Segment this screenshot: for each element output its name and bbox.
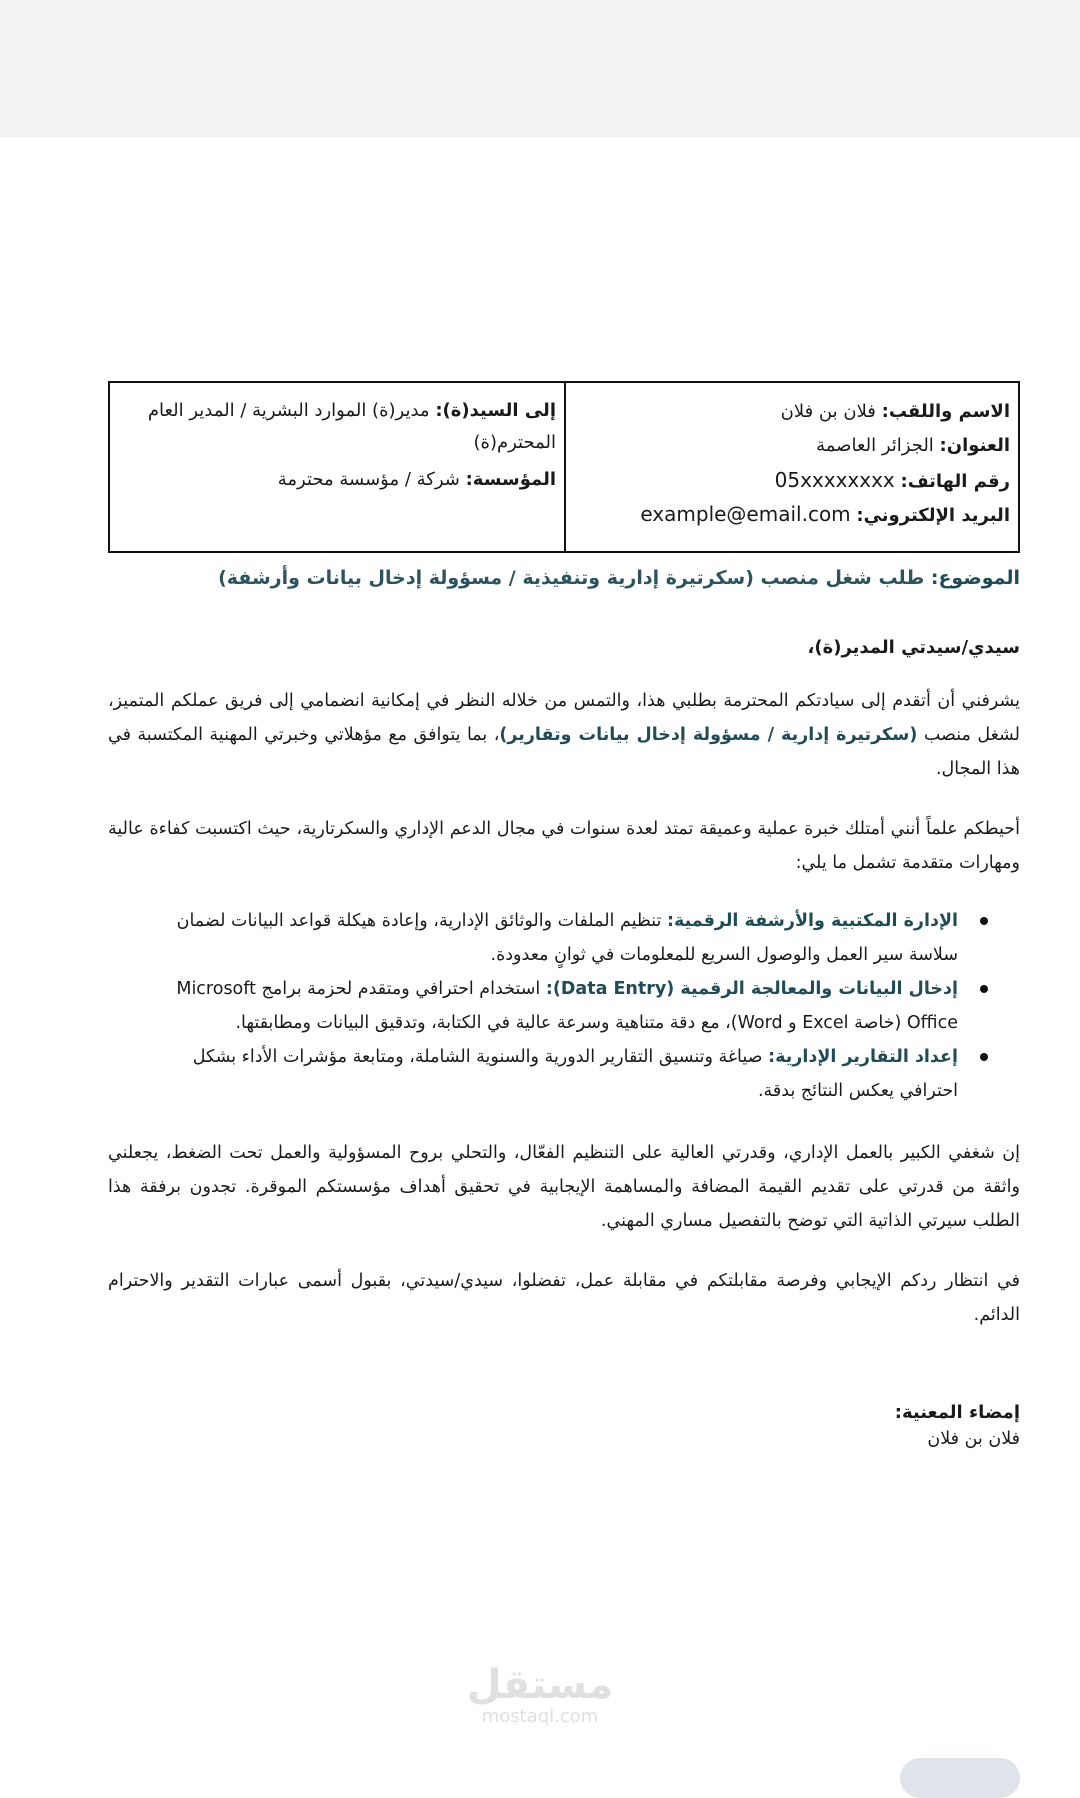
sender-info bbox=[564, 383, 1018, 551]
signature-label: إمضاء المعنية: bbox=[894, 1402, 1020, 1423]
sender-name-line bbox=[574, 395, 1010, 429]
list-item bbox=[168, 972, 958, 1040]
subject-label: الموضوع: bbox=[930, 567, 1020, 589]
recipient-org-line bbox=[118, 463, 556, 497]
motivation-paragraph: إن شغفي الكبير بالعمل الإداري، وقدرتي العالية على التنظيم الفعّال، والتحلي بروح المسؤولية والعمل تحت الضغط، يجعلني واثقة من قدرتي على تقديم القيمة المضافة والمساهمة الإيجابية في تحقيق أهداف مؤسستكم الموقرة. تجدون برفقة هذا الطلب سيرتي الذاتية التي توضح بالتفصيل مساري المهني. bbox=[108, 1143, 1020, 1231]
sender-phone: 05xxxxxxxx bbox=[774, 468, 895, 492]
sender-email: example@email.com bbox=[640, 502, 851, 526]
recipient-to-label: إلى السيد(ة): bbox=[435, 400, 556, 421]
sender-email-label: البريد الإلكتروني: bbox=[856, 505, 1010, 526]
sender-name-label: الاسم واللقب: bbox=[881, 401, 1010, 422]
header-info-table bbox=[108, 381, 1020, 553]
skill-text: صياغة وتنسيق التقارير الدورية والسنوية الشاملة، ومتابعة مؤشرات الأداء بشكل احترافي يعكس النتائج بدقة. bbox=[192, 1047, 958, 1101]
sender-email-line bbox=[574, 497, 1010, 531]
bullet-icon bbox=[980, 917, 988, 925]
bullet-icon bbox=[980, 1053, 988, 1061]
logo-arabic: مستقل bbox=[466, 1662, 614, 1708]
skill-title: الإدارة المكتبية والأرشفة الرقمية: bbox=[666, 911, 958, 931]
sender-phone-line bbox=[574, 463, 1010, 497]
intro-paragraph bbox=[108, 684, 1020, 786]
sender-phone-label: رقم الهاتف: bbox=[900, 471, 1010, 492]
recipient-to: مدير(ة) الموارد البشرية / المدير العام المحترم(ة) bbox=[147, 400, 556, 453]
top-status-bar bbox=[0, 0, 1080, 137]
sender-address-label: العنوان: bbox=[939, 435, 1010, 456]
closing-paragraph: في انتظار ردكم الإيجابي وفرصة مقابلتكم في مقابلة عمل، تفضلوا، سيدي/سيدتي، بقبول أسمى عبارات التقدير والاحترام الدائم. bbox=[108, 1271, 1020, 1325]
skill-text: استخدام احترافي ومتقدم لحزمة برامج Microsoft Office (خاصة Excel و Word)، مع دقة متناهية وسرعة عالية في الكتابة، وتدقيق البيانات ومطابقتها. bbox=[176, 979, 958, 1033]
experience-paragraph: أحيطكم علماً أنني أمتلك خبرة عملية وعميقة تمتد لعدة سنوات في مجال الدعم الإداري والسكرتارية، حيث اكتسبت كفاءة عالية ومهارات متقدمة تشمل ما يلي: bbox=[108, 819, 1020, 873]
bullet-icon bbox=[980, 985, 988, 993]
logo-domain: mostaql.com bbox=[481, 1706, 599, 1727]
skills-list bbox=[108, 904, 1020, 1108]
skill-title: إدخال البيانات والمعالجة الرقمية (Data Entry): bbox=[545, 979, 958, 999]
subject-text: طلب شغل منصب (سكرتيرة إدارية وتنفيذية / مسؤولة إدخال بيانات وأرشفة) bbox=[218, 567, 925, 589]
intro-text-end: ، بما يتوافق مع مؤهلاتي وخبرتي المهنية المكتسبة في هذا المجال. bbox=[108, 725, 1020, 779]
list-item bbox=[168, 904, 958, 972]
subject-line bbox=[108, 563, 1020, 593]
sender-name: فلان بن فلان bbox=[780, 401, 876, 422]
intro-position-highlight: (سكرتيرة إدارية / مسؤولة إدخال بيانات وتقارير) bbox=[499, 725, 918, 745]
sender-address-line bbox=[574, 429, 1010, 463]
recipient-to-line bbox=[118, 395, 556, 459]
mostaql-watermark-logo bbox=[460, 1663, 620, 1727]
recipient-org: شركة / مؤسسة محترمة bbox=[277, 469, 460, 490]
skill-text: تنظيم الملفات والوثائق الإدارية، وإعادة هيكلة قواعد البيانات لضمان سلاسة سير العمل والوصول السريع للمعلومات في ثوانٍ معدودة. bbox=[176, 911, 958, 965]
sender-address: الجزائر العاصمة bbox=[816, 435, 934, 456]
greeting: سيدي/سيدتي المدير(ة)، bbox=[807, 637, 1020, 658]
cover-letter bbox=[108, 381, 1020, 1449]
skill-title: إعداد التقارير الإدارية: bbox=[768, 1047, 958, 1067]
list-item bbox=[168, 1040, 958, 1108]
signature-name: فلان بن فلان bbox=[927, 1429, 1020, 1449]
floating-action-button[interactable] bbox=[900, 1758, 1020, 1798]
recipient-info bbox=[110, 383, 564, 551]
recipient-org-label: المؤسسة: bbox=[465, 469, 556, 490]
intro-text-start: يشرفني أن أتقدم إلى سيادتكم المحترمة بطلبي هذا، والتمس من خلاله النظر في إمكانية انضمامي إلى فريق عملكم المتميز، لشغل منصب bbox=[108, 691, 1020, 745]
